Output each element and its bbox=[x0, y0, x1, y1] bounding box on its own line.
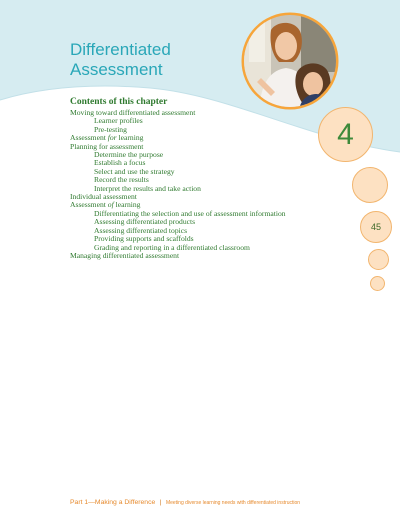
toc-entry: Record the results bbox=[94, 175, 149, 185]
toc-entry: Differentiating the selection and use of assessment information bbox=[94, 208, 286, 218]
footer-separator: | bbox=[159, 499, 162, 506]
toc-entry: Establish a focus bbox=[94, 158, 146, 168]
toc-entry: Individual assessment bbox=[70, 192, 137, 202]
decor-circle-medium bbox=[368, 249, 389, 270]
chapter-title-line-2: Assessment bbox=[70, 60, 163, 79]
toc-entry: Assessment of learning bbox=[70, 200, 141, 210]
toc-entry: Providing supports and scaffolds bbox=[94, 234, 194, 244]
toc-entry: Learner profiles bbox=[94, 116, 143, 126]
table-of-contents bbox=[70, 97, 330, 260]
chapter-title bbox=[70, 40, 171, 80]
toc-list bbox=[70, 109, 330, 260]
toc-entry: Pre-testing bbox=[94, 124, 127, 134]
chapter-number: 4 bbox=[337, 117, 354, 151]
page-footer bbox=[70, 491, 300, 509]
toc-entry: Managing differentiated assessment bbox=[70, 250, 180, 260]
toc-entry: Moving toward differentiated assessment bbox=[70, 108, 196, 117]
toc-entry: Determine the purpose bbox=[94, 150, 164, 160]
toc-entry: Assessment for learning bbox=[70, 133, 144, 143]
toc-entry: Assessing differentiated topics bbox=[94, 225, 188, 235]
toc-heading: Contents of this chapter bbox=[70, 97, 168, 107]
decor-circle-large bbox=[352, 167, 388, 203]
footer-part-title: Part 1—Making a Difference bbox=[70, 499, 156, 506]
chapter-title-line-1: Differentiated bbox=[70, 40, 171, 59]
toc-entry: Interpret the results and take action bbox=[94, 183, 201, 193]
toc-entry: Planning for assessment bbox=[70, 141, 144, 151]
decor-circle-small bbox=[370, 276, 385, 291]
page-number: 45 bbox=[370, 222, 381, 232]
toc-entry: Select and use the strategy bbox=[94, 166, 175, 176]
toc-entry: Assessing differentiated products bbox=[94, 217, 196, 227]
footer-subtitle: Meeting diverse learning needs with differentiated instruction bbox=[165, 500, 301, 506]
toc-entry: Grading and reporting in a differentiated classroom bbox=[94, 242, 250, 252]
teacher-student-photo bbox=[241, 12, 339, 110]
